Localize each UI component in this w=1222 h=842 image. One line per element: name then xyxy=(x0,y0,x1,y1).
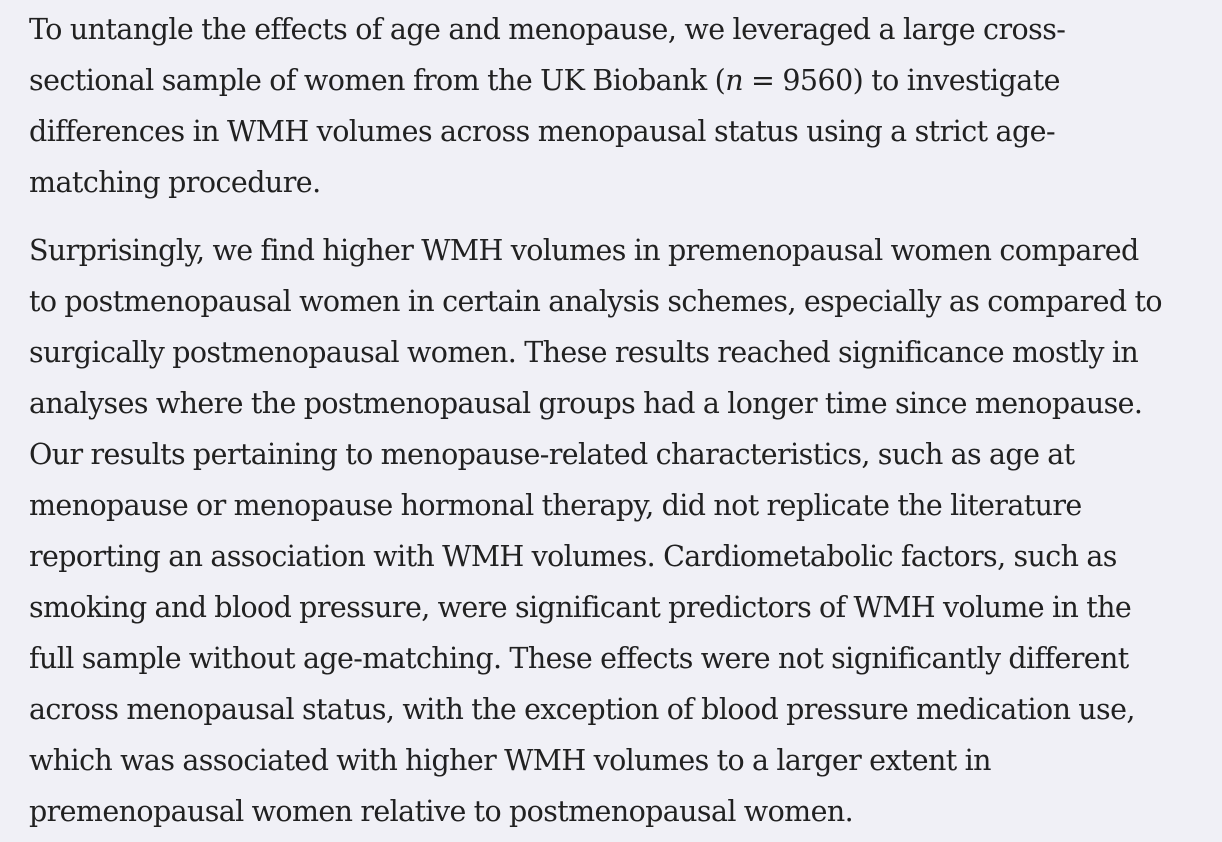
text-segment: = 9560) to investigate xyxy=(743,64,1060,97)
paragraph-1 xyxy=(29,0,1215,208)
text-line: to postmenopausal women in certain analysis schemes, especially as compared to xyxy=(29,285,1162,318)
text-line: smoking and blood pressure, were significant predictors of WMH volume in the xyxy=(29,591,1132,624)
text-line: matching procedure. xyxy=(29,166,321,199)
paragraph-2 xyxy=(29,225,1215,837)
article-body xyxy=(29,0,1215,837)
text-line: Surprisingly, we find higher WMH volumes in premenopausal women compared xyxy=(29,234,1139,267)
text-line: reporting an association with WMH volumes. Cardiometabolic factors, such as xyxy=(29,540,1117,573)
text-line: premenopausal women relative to postmenopausal women. xyxy=(29,795,854,828)
text-line: analyses where the postmenopausal groups had a longer time since menopause. xyxy=(29,387,1143,420)
text-line: which was associated with higher WMH volumes to a larger extent in xyxy=(29,744,991,777)
italic-variable: n xyxy=(725,64,743,97)
text-segment: sectional sample of women from the UK Biobank ( xyxy=(29,64,726,97)
text-line: differences in WMH volumes across menopausal status using a strict age- xyxy=(29,115,1056,148)
text-line: across menopausal status, with the exception of blood pressure medication use, xyxy=(29,693,1135,726)
text-line: menopause or menopause hormonal therapy, did not replicate the literature xyxy=(29,489,1082,522)
text-line: To untangle the effects of age and menopause, we leveraged a large cross- xyxy=(29,13,1066,46)
text-line xyxy=(29,55,1215,106)
text-line: full sample without age-matching. These effects were not significantly different xyxy=(29,642,1129,675)
text-line: Our results pertaining to menopause-related characteristics, such as age at xyxy=(29,438,1075,471)
text-line: surgically postmenopausal women. These results reached significance mostly in xyxy=(29,336,1139,369)
